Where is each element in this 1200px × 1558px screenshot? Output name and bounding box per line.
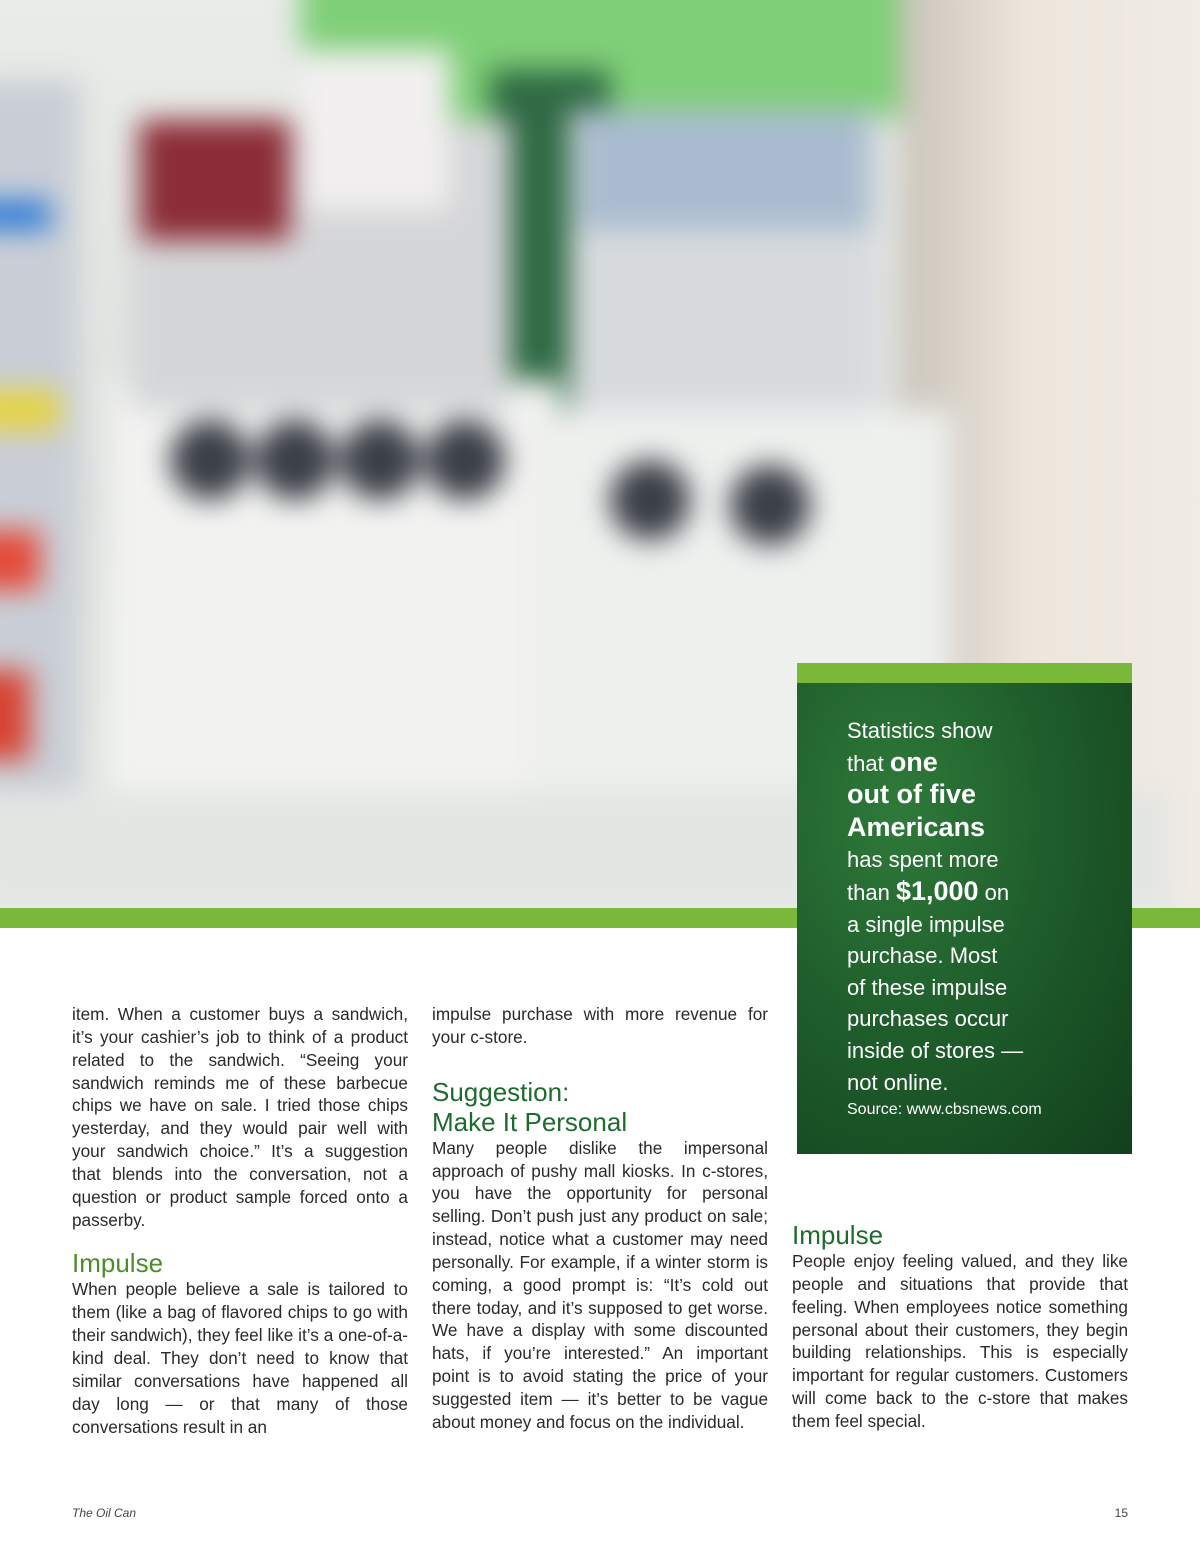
page-number: 15	[1114, 1506, 1128, 1520]
callout-source: Source: www.cbsnews.com	[847, 1101, 1042, 1118]
body-paragraph: Many people dislike the impersonal approach of pushy mall kiosks. In c-stores, you have the opportunity for personal selling. Don’t push just any product on sale; instead, notice what a customer may need personally. For example, if a winter storm is coming, a good prompt is: “It’s cold out there today, and it’s supposed to get worse. We have a display with some discounted hats, if you’re interested.” An important point is to avoid stating the price of your suggested item — it’s better to be vague about money and focus on the individual.	[432, 1137, 768, 1432]
section-heading-suggestion	[432, 1077, 768, 1137]
callout-line: inside of stores —	[847, 1037, 1024, 1063]
callout-accent-bar	[797, 663, 1132, 683]
column-3	[792, 1220, 1128, 1433]
callout-emphasis: one	[889, 746, 938, 777]
callout-line: that	[847, 750, 890, 776]
heading-line: Suggestion:	[432, 1076, 570, 1107]
callout-line: Statistics show	[847, 718, 993, 743]
callout-line: has spent more	[847, 847, 999, 873]
callout-line: purchase. Most	[847, 943, 998, 969]
callout-emphasis: Americans	[847, 811, 986, 842]
callout-line: of these impulse	[847, 974, 1008, 1000]
callout-emphasis: out of five	[847, 779, 976, 810]
body-paragraph: People enjoy feeling valued, and they like people and situations that provide that feeling. When employees notice something personal about their customers, they begin building relationships. This is especially important for regular customers. Customers will come back to the c-store that makes them feel special.	[792, 1251, 1128, 1431]
callout-line: purchases occur	[847, 1006, 1009, 1032]
body-paragraph: When people believe a sale is tailored to them (like a bag of flavored chips to go with their sandwich), they feel like it’s a one-of-a-kind deal. They don’t need to know that similar conversations have happened all day long — or that many of those conversations result in an	[72, 1279, 408, 1437]
statistics-callout	[797, 663, 1132, 1154]
column-1	[72, 1003, 408, 1438]
body-paragraph: item. When a customer buys a sandwich, it’s your cashier’s job to think of a product related to the sandwich. “Seeing your sandwich reminds me of these barbecue chips we have on sale. I tried those chips yesterday, and they would pair well with your sandwich choice.” It’s a suggestion that blends into the conversation, not a question or product sample forced onto a passerby.	[72, 1004, 408, 1230]
column-2	[432, 1003, 768, 1434]
body-paragraph: impulse purchase with more revenue for your c-store.	[432, 1004, 768, 1047]
publication-name: The Oil Can	[72, 1506, 137, 1520]
callout-line: than	[847, 879, 896, 905]
callout-emphasis: $1,000	[895, 875, 979, 906]
callout-line: not online.	[847, 1069, 949, 1095]
heading-line: Make It Personal	[432, 1106, 628, 1137]
callout-line: a single impulse	[847, 911, 1005, 937]
section-heading-impulse: Impulse	[72, 1248, 164, 1279]
section-heading-impulse: Impulse	[792, 1220, 884, 1250]
callout-text	[847, 715, 1097, 1098]
callout-line: on	[978, 879, 1010, 905]
